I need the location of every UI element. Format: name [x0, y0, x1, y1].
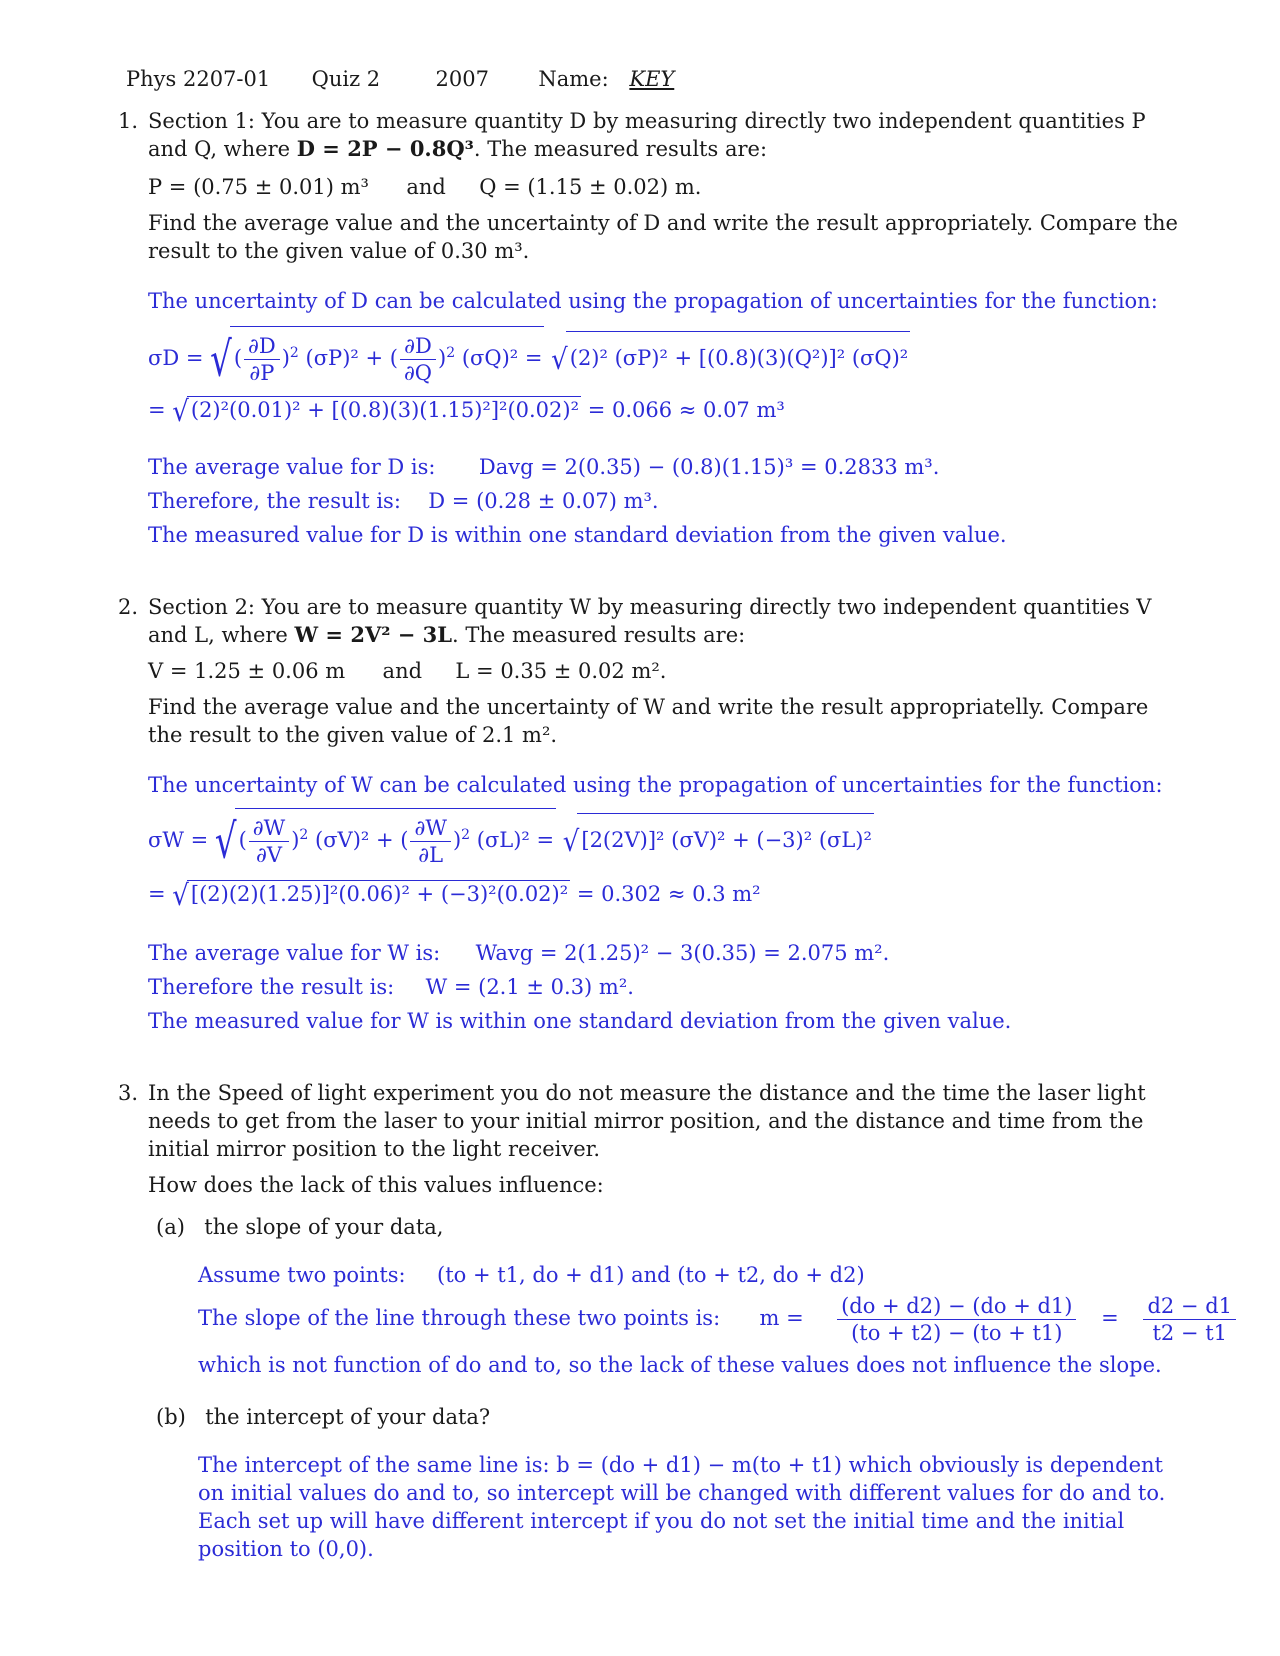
q2-line2-end: . The measured results are:	[452, 623, 746, 647]
q3b-item	[156, 1404, 490, 1430]
q1-term-q: (σQ)² =	[461, 346, 543, 370]
q2-partial-dl	[410, 815, 450, 868]
q3-line4: How does the lack of this values influence:	[148, 1173, 604, 1197]
q1-measured-q: Q = (1.15 ± 0.02) m.	[479, 175, 702, 199]
q1-eq-sign: =	[148, 398, 166, 422]
q2-measured-l: L = 0.35 ± 0.02 m².	[455, 659, 667, 683]
sqrt-icon: √	[214, 813, 237, 870]
q2-line1: Section 2: You are to measure quantity W by measuring directly two independent quantities V	[148, 595, 1152, 619]
q1-measured	[148, 174, 701, 200]
q2-partial-dv	[249, 815, 289, 868]
q3a-conclusion: which is not function of do and to, so the lack of these values does not influence the slope.	[198, 1353, 1162, 1377]
q2-sqrt-general: ( $\frac{\partial W}{\partial V}$ )$^2$ (σV)² + ( $\frac{\partial W}{\partial L}$ )$^2$ (σL)² =	[235, 808, 557, 868]
q1-result	[148, 488, 659, 514]
q1-dp: ∂P	[249, 361, 275, 385]
q1-sigma-lhs: σD =	[148, 346, 204, 370]
q1-find1: Find the average value and the uncertainty of D and write the result appropriately. Compare the	[148, 211, 1178, 235]
q1-and: and	[406, 175, 446, 199]
q1-dq: ∂Q	[403, 361, 433, 385]
q1-sigma-equation	[148, 326, 910, 386]
name-label: Name:	[538, 67, 609, 91]
q2-result-label: Therefore the result is:	[148, 975, 395, 999]
q3b-line4: position to (0,0).	[198, 1537, 374, 1561]
q1-function: D = 2P − 0.8Q³	[296, 136, 474, 161]
q1-rhs-general: (2)² (σP)² + [(0.8)(3)(Q²)]² (σQ)²	[566, 331, 910, 384]
q1-avg-label: The average value for D is:	[148, 455, 436, 479]
q1-line2-text: and Q, where	[148, 137, 297, 161]
q2-numeric: [(2)(2)(1.25)]²(0.06)² + (−3)²(0.02)²	[187, 880, 570, 907]
course-code: Phys 2207-01	[126, 67, 271, 91]
q2-avg-eq: Wavg = 2(1.25)² − 3(0.35) = 2.075 m².	[475, 941, 890, 965]
q1-average	[148, 454, 939, 480]
q1-line2-end: . The measured results are:	[473, 137, 768, 161]
q3b-line1: The intercept of the same line is: b = (do + d1) − m(to + t1) which obviously is dependent	[198, 1453, 1163, 1477]
q3a-den2: t2 − t1	[1152, 1321, 1227, 1345]
q1-measured-p: P = (0.75 ± 0.01) m³	[148, 175, 369, 199]
q2-line2	[148, 622, 745, 648]
q2-find1: Find the average value and the uncertainty of W and write the result appropriatelly. Compare	[148, 695, 1149, 719]
q2-find2: the result to the given value of 2.1 m².	[148, 723, 558, 747]
q3b-line3: Each set up will have different intercept if you do not set the initial time and the initial	[198, 1509, 1125, 1533]
q3b-label: (b)	[156, 1405, 186, 1429]
sqrt-icon: √	[551, 343, 568, 376]
sqrt-icon: √	[172, 395, 189, 428]
q1-result-eq: D = (0.28 ± 0.07) m³.	[428, 489, 659, 513]
q3a-points: (to + t1, do + d1) and (to + t2, do + d2)	[437, 1263, 865, 1287]
q2-numeric-equation	[148, 879, 761, 912]
q2-avg-label: The average value for W is:	[148, 941, 441, 965]
q2-term-l: (σL)² =	[476, 828, 555, 852]
q2-answer-intro: The uncertainty of W can be calculated using the propagation of uncertainties for the function:	[148, 773, 1163, 797]
q1-number: 1.	[118, 109, 139, 133]
q3-number: 3.	[118, 1081, 139, 1105]
q1-numeric: (2)²(0.01)² + [(0.8)(3)(1.15)²]²(0.02)²	[187, 396, 581, 423]
q2-dl: ∂L	[418, 843, 444, 867]
q3a-fraction-1	[837, 1293, 1076, 1346]
q2-measured-v: V = 1.25 ± 0.06 m	[148, 659, 346, 683]
q2-number: 2.	[118, 595, 139, 619]
q1-partial-dq	[400, 333, 436, 386]
q3a-label: (a)	[156, 1215, 185, 1239]
q2-dv: ∂V	[255, 843, 282, 867]
quiz-year: 2007	[435, 67, 489, 91]
q1-numeric-result: = 0.066 ≈ 0.07 m³	[587, 398, 785, 422]
q1-dd-2: ∂D	[400, 333, 436, 360]
q2-rhs-general: [2(2V)]² (σV)² + (−3)² (σL)²	[577, 813, 874, 866]
q3b-text: the intercept of your data?	[205, 1405, 491, 1429]
q1-line2	[148, 136, 767, 162]
q2-dw-2: ∂W	[410, 815, 450, 842]
q1-line1: Section 1: You are to measure quantity D by measuring directly two independent quantities P	[148, 109, 1146, 133]
q3a-assume-label: Assume two points:	[198, 1263, 406, 1287]
q3a-m: m =	[759, 1306, 804, 1330]
q1-partial-dp	[244, 333, 280, 386]
q2-numeric-result: = 0.302 ≈ 0.3 m²	[576, 882, 761, 906]
q2-result-eq: W = (2.1 ± 0.3) m².	[425, 975, 634, 999]
q2-conclusion: The measured value for W is within one standard deviation from the given value.	[148, 1009, 1012, 1033]
sqrt-icon: √	[172, 879, 189, 912]
q2-result	[148, 974, 634, 1000]
q3a-num1: (do + d2) − (do + d1)	[837, 1293, 1076, 1320]
q2-average	[148, 940, 889, 966]
q1-avg-eq: Davg = 2(0.35) − (0.8)(1.15)³ = 0.2833 m³.	[478, 455, 940, 479]
q2-measured	[148, 658, 666, 684]
q3a-den1: (to + t2) − (to + t1)	[851, 1321, 1063, 1345]
q3-line3: initial mirror position to the light receiver.	[148, 1137, 601, 1161]
q2-function: W = 2V² − 3L	[294, 622, 453, 647]
q2-dw: ∂W	[249, 815, 289, 842]
q3a-num2: d2 − d1	[1143, 1293, 1236, 1320]
q3a-slope-label: The slope of the line through these two points is:	[198, 1306, 721, 1330]
q3-line1: In the Speed of light experiment you do not measure the distance and the time the laser light	[148, 1081, 1146, 1105]
q1-term-p: (σP)² +	[305, 346, 384, 370]
q1-dd: ∂D	[244, 333, 280, 360]
sqrt-icon: √	[562, 825, 580, 858]
q3b-line2: on initial values do and to, so intercept will be changed with different values for do and to.	[198, 1481, 1166, 1505]
q1-sqrt-general: ( $\frac{\partial D}{\partial P}$ )$^2$ (σP)² + ( $\frac{\partial D}{\partial Q}$ )$^2$ (σQ)² =	[230, 326, 545, 386]
q1-answer-intro: The uncertainty of D can be calculated using the propagation of uncertainties for the function:	[148, 289, 1158, 313]
q2-eq-sign: =	[148, 882, 166, 906]
q3a-fraction-2	[1143, 1293, 1236, 1346]
q1-numeric-equation	[148, 395, 785, 428]
sqrt-icon: √	[210, 331, 232, 388]
q3a-item	[156, 1214, 443, 1240]
q3a-slope: The slope of the line through these two points is: m = $\frac{(do + d2) - (do + d1)}{(to + t2) - (to + t1)}$ = $\frac{d2 - d1}{t2 - t1}$	[198, 1292, 1238, 1346]
name-value: KEY	[629, 67, 675, 91]
q3a-assume	[198, 1262, 865, 1288]
q1-find2: result to the given value of 0.30 m³.	[148, 239, 530, 263]
quiz-number: Quiz 2	[311, 67, 381, 91]
q2-and: and	[382, 659, 423, 683]
q1-conclusion: The measured value for D is within one standard deviation from the given value.	[148, 523, 1007, 547]
q3a-text: the slope of your data,	[204, 1215, 444, 1239]
q2-term-v: (σV)² +	[315, 828, 394, 852]
q2-line2-text: and L, where	[148, 623, 295, 647]
q3-line2: needs to get from the laser to your initial mirror position, and the distance and time from the	[148, 1109, 1144, 1133]
q2-sigma-equation	[148, 808, 874, 868]
header	[126, 66, 684, 92]
q2-sigma-lhs: σW =	[148, 828, 209, 852]
q1-result-label: Therefore, the result is:	[148, 489, 401, 513]
